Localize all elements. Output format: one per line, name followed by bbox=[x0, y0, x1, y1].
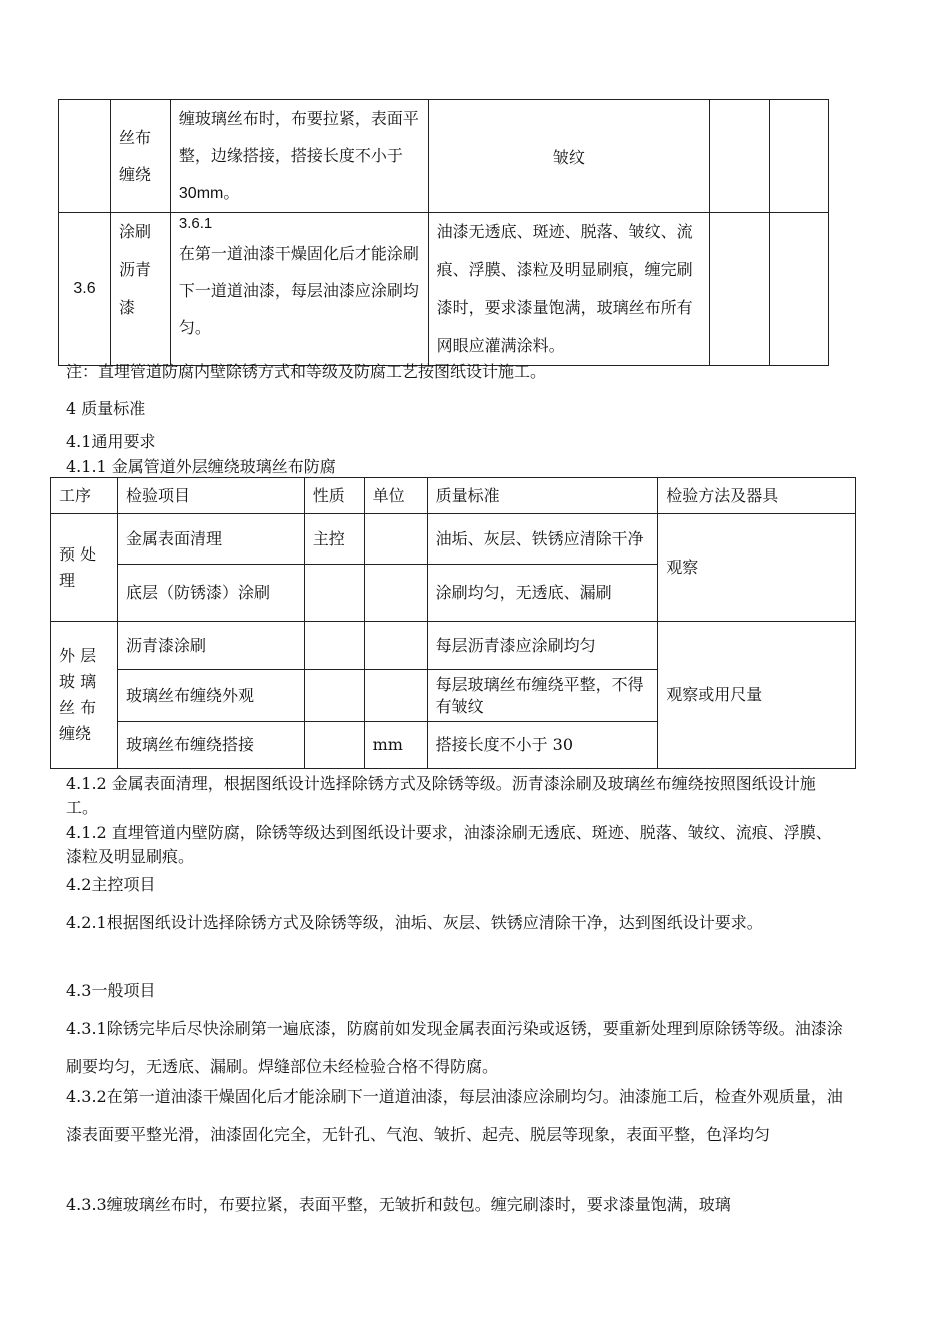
unit-cell bbox=[364, 622, 427, 670]
standard-cell: 每层沥青漆应涂刷均匀 bbox=[427, 622, 658, 670]
column-header: 工序 bbox=[51, 478, 118, 514]
nature-cell bbox=[304, 670, 364, 722]
row-label: 涂刷 沥青 漆 bbox=[110, 213, 170, 366]
paragraph: 4.2.1根据图纸设计选择除锈方式及除锈等级，油垢、灰层、铁锈应清除干净，达到图纸设计要求。 bbox=[66, 913, 763, 932]
item-number: 3.6 bbox=[59, 213, 111, 366]
nature-cell bbox=[304, 722, 364, 769]
standard-cell: 油垢、灰层、铁锈应清除干净 bbox=[427, 514, 658, 565]
nature-cell bbox=[304, 565, 364, 622]
process-group: 预 处 理 bbox=[51, 514, 118, 622]
column-header: 单位 bbox=[364, 478, 427, 514]
paragraph: 4.1.2 直埋管道内壁防腐，除锈等级达到图纸设计要求，油漆涂刷无透底、斑迹、脱落、皱纹、流痕、浮膜、漆粒及明显刷痕。 bbox=[66, 823, 832, 866]
paragraph: 4.3.2在第一道油漆干燥固化后才能涂刷下一道道油漆，每层油漆应涂刷均匀。油漆施工后，检查外观质量，油漆表面要平整光滑，油漆固化完全，无针孔、气泡、皱折、起壳、脱层等现象，表面平整，色泽均匀 bbox=[66, 1087, 843, 1144]
inspection-item: 玻璃丝布缠绕搭接 bbox=[117, 722, 304, 769]
column-header: 质量标准 bbox=[427, 478, 658, 514]
inspection-table-continued bbox=[58, 99, 829, 366]
paragraph: 4.1.2 金属表面清理，根据图纸设计选择除锈方式及除锈等级。沥青漆涂刷及玻璃丝布缠绕按照图纸设计施工。 bbox=[66, 774, 816, 817]
paragraph: 4.3.1除锈完毕后尽快涂刷第一遍底漆，防腐前如发现金属表面污染或返锈，要重新处理到原除锈等级。油漆涂刷要均匀，无透底、漏刷。焊缝部位未经检验合格不得防腐。 bbox=[66, 1019, 843, 1076]
requirement-number: 30mm bbox=[178, 185, 224, 202]
standard-cell: 皱纹 bbox=[428, 100, 710, 213]
row-label: 丝布 缠绕 bbox=[110, 100, 170, 213]
requirement-end: 。 bbox=[223, 183, 240, 202]
table-row bbox=[59, 213, 829, 366]
unit-cell bbox=[364, 565, 427, 622]
unit-cell: mm bbox=[364, 722, 427, 769]
standard-cell: 搭接长度不小于 30 bbox=[427, 722, 658, 769]
table-note: 注：直埋管道防腐内壁除锈方式和等级及防腐工艺按图纸设计施工。 bbox=[66, 362, 547, 381]
requirement-text: 在第一道油漆干燥固化后才能涂刷下一道道油漆，每层油漆应涂刷均匀。 bbox=[178, 244, 419, 337]
nature-cell: 主控 bbox=[304, 514, 364, 565]
table-cell bbox=[770, 100, 829, 213]
table-cell bbox=[770, 213, 829, 366]
column-header: 检验方法及器具 bbox=[658, 478, 856, 514]
table-row bbox=[51, 622, 856, 670]
inspection-item: 沥青漆涂刷 bbox=[117, 622, 304, 670]
unit-cell bbox=[364, 670, 427, 722]
table-row bbox=[59, 100, 829, 213]
requirement-cell bbox=[170, 100, 428, 213]
method-cell: 观察 bbox=[658, 514, 856, 622]
table-header-row bbox=[51, 478, 856, 514]
process-group: 外 层 玻 璃 丝 布 缠绕 bbox=[51, 622, 118, 769]
column-header: 检验项目 bbox=[117, 478, 304, 514]
standard-cell: 每层玻璃丝布缠绕平整，不得有皱纹 bbox=[427, 670, 658, 722]
requirement-cell bbox=[170, 213, 428, 366]
paragraph: 4.3.3缠玻璃丝布时，布要拉紧，表面平整，无皱折和鼓包。缠完刷漆时，要求漆量饱满，玻璃 bbox=[66, 1195, 731, 1214]
subsection-heading: 4.3一般项目 bbox=[66, 981, 156, 1000]
standard-cell: 油漆无透底、斑迹、脱落、皱纹、流痕、浮膜、漆粒及明显刷痕，缠完刷漆时，要求漆量饱满，玻璃丝布所有网眼应灌满涂料。 bbox=[428, 213, 710, 366]
requirement-text: 缠玻璃丝布时，布要拉紧，表面平整，边缘搭接，搭接长度不小于 bbox=[178, 109, 419, 165]
table-cell bbox=[710, 213, 770, 366]
nature-cell bbox=[304, 622, 364, 670]
column-header: 性质 bbox=[304, 478, 364, 514]
table-cell bbox=[710, 100, 770, 213]
inspection-item: 玻璃丝布缠绕外观 bbox=[117, 670, 304, 722]
unit-cell bbox=[364, 514, 427, 565]
quality-standard-table bbox=[50, 477, 856, 769]
table-row bbox=[51, 514, 856, 565]
inspection-item: 底层（防锈漆）涂刷 bbox=[117, 565, 304, 622]
table-cell bbox=[59, 100, 111, 213]
subsection-heading: 4.2主控项目 bbox=[66, 875, 156, 894]
standard-cell: 涂刷均匀，无透底、漏刷 bbox=[427, 565, 658, 622]
method-cell: 观察或用尺量 bbox=[658, 622, 856, 769]
inspection-item: 金属表面清理 bbox=[117, 514, 304, 565]
section-heading: 4 质量标准 bbox=[66, 399, 146, 418]
subsection-heading: 4.1.1 金属管道外层缠绕玻璃丝布防腐 bbox=[66, 457, 336, 476]
sub-item-number: 3.6.1 bbox=[178, 215, 213, 232]
subsection-heading: 4.1通用要求 bbox=[66, 432, 156, 451]
